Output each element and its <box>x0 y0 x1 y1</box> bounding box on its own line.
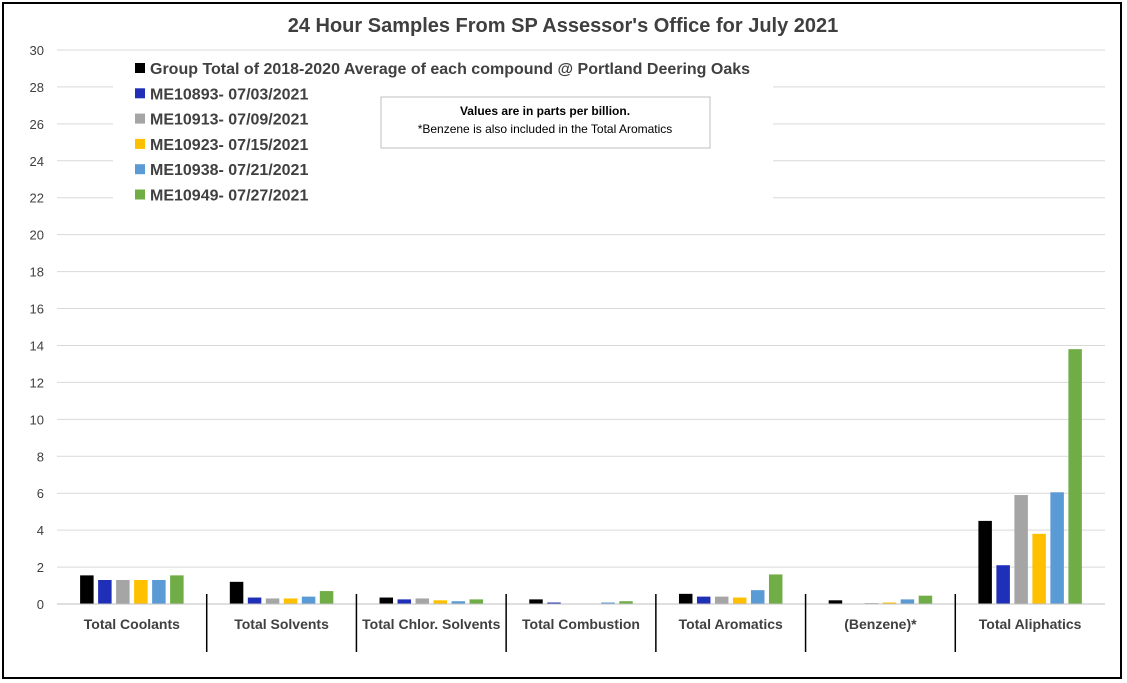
bar <box>98 580 112 604</box>
y-tick-label: 30 <box>29 43 44 58</box>
bar <box>978 521 992 604</box>
bar <box>829 600 843 604</box>
x-category-label: Total Chlor. Solvents <box>362 616 501 632</box>
y-tick-label: 26 <box>29 116 44 132</box>
bar <box>751 590 765 604</box>
y-tick-label: 14 <box>29 338 44 354</box>
legend-label: Group Total of 2018-2020 Average of each compound @ Portland Deering Oaks <box>150 61 751 78</box>
bar <box>152 580 166 604</box>
bar <box>996 565 1010 604</box>
legend-swatch <box>135 139 145 149</box>
bar <box>679 594 693 604</box>
x-category-label: Total Combustion <box>522 616 640 632</box>
bar <box>434 600 448 604</box>
y-tick-label: 8 <box>36 449 44 465</box>
y-tick-label: 12 <box>29 375 44 391</box>
bar <box>901 599 915 604</box>
legend-swatch <box>135 88 145 98</box>
bar <box>1032 534 1046 604</box>
legend-swatch <box>135 190 145 200</box>
bar <box>733 598 747 604</box>
bar <box>248 598 261 604</box>
bar <box>1014 495 1027 604</box>
bar <box>1050 492 1064 604</box>
bar <box>230 582 244 604</box>
bar <box>170 575 184 604</box>
legend-label: ME10923- 07/15/2021 <box>150 136 309 154</box>
y-tick-label: 10 <box>29 412 44 428</box>
chart-title: 24 Hour Samples From SP Assessor's Office for July 2021 <box>287 15 839 37</box>
annotation-line-1: Values are in parts per billion. <box>459 104 631 118</box>
bar <box>1068 349 1082 604</box>
bar <box>380 598 394 604</box>
bar <box>284 598 298 604</box>
legend-label: ME10913- 07/09/2021 <box>150 111 309 129</box>
x-category-label: Total Solvents <box>234 616 329 632</box>
bar <box>715 597 729 604</box>
bar <box>302 597 316 604</box>
y-tick-label: 18 <box>29 264 44 280</box>
annotation-box <box>381 97 710 148</box>
bar <box>398 599 412 604</box>
legend-label: ME10893- 07/03/2021 <box>150 86 309 104</box>
bar <box>769 574 783 604</box>
x-category-label: Total Aliphatics <box>978 616 1082 632</box>
y-tick-label: 20 <box>29 227 44 243</box>
y-tick-label: 22 <box>29 190 44 206</box>
bar <box>416 598 430 604</box>
legend-swatch <box>135 164 145 174</box>
bar <box>697 597 711 604</box>
bar <box>919 596 933 604</box>
y-tick-label: 4 <box>36 523 44 539</box>
legend-swatch <box>135 114 145 124</box>
y-tick-label: 0 <box>36 597 44 612</box>
y-tick-label: 2 <box>36 560 44 576</box>
bar <box>529 599 543 604</box>
x-category-label: Total Coolants <box>83 616 180 632</box>
x-category-label: (Benzene)* <box>844 616 917 632</box>
y-tick-label: 28 <box>29 79 44 95</box>
bar <box>266 598 280 604</box>
bar <box>116 580 130 604</box>
legend-label: ME10938- 07/21/2021 <box>150 162 309 180</box>
y-tick-label: 16 <box>29 301 44 317</box>
annotation-line-2: *Benzene is also included in the Total Aromatics <box>417 122 673 136</box>
bar <box>134 580 148 604</box>
bar <box>80 575 94 604</box>
y-tick-label: 24 <box>29 153 44 169</box>
legend-label: ME10949- 07/27/2021 <box>150 187 309 205</box>
x-category-label: Total Aromatics <box>678 616 783 632</box>
bar <box>470 599 484 604</box>
y-tick-label: 6 <box>36 486 44 502</box>
bar <box>320 591 334 604</box>
legend-swatch <box>135 63 145 73</box>
